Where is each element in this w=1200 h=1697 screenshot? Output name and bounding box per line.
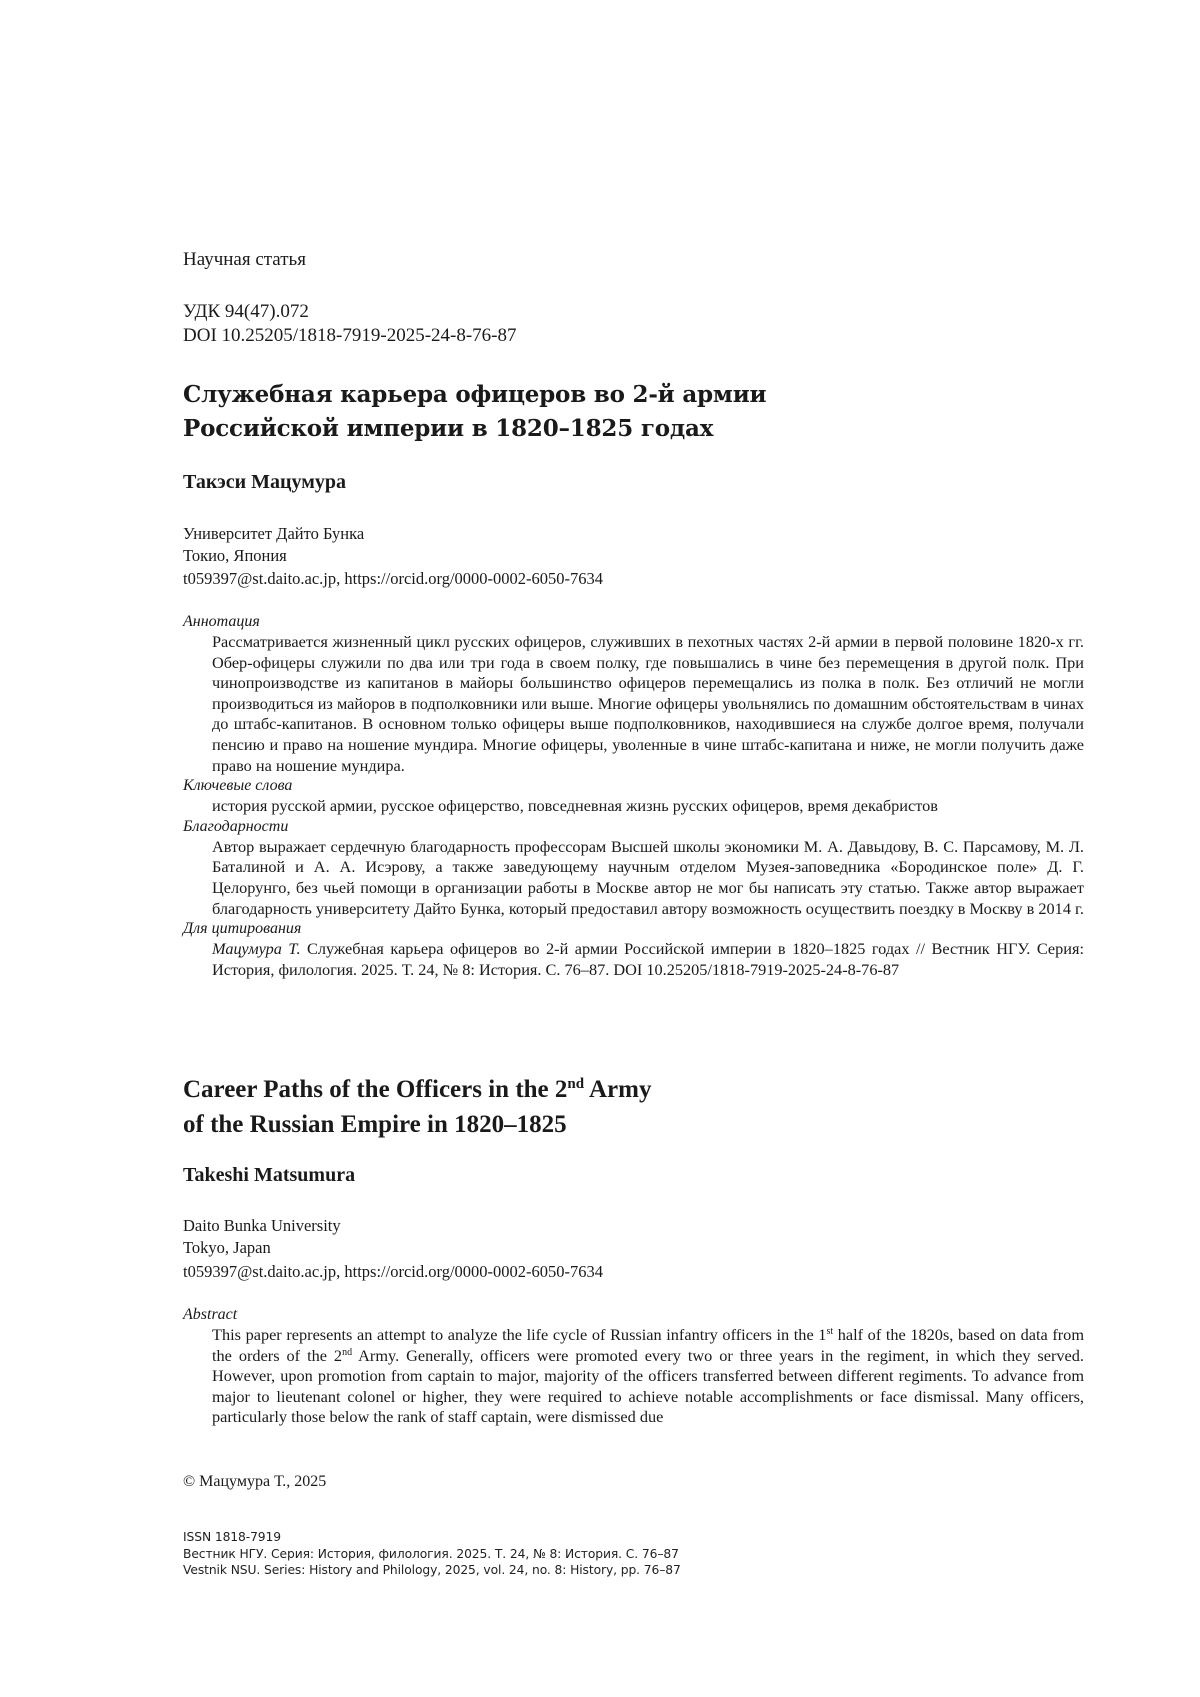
keywords-ru-text: история русской армии, русское офицерство, повседневная жизнь русских офицеров, время декабристов bbox=[212, 796, 938, 816]
cite-ru-author: Мацумура Т. bbox=[212, 939, 301, 959]
footer-citation-ru: Вестник НГУ. Серия: История, филология. 2025. Т. 24, № 8: История. С. 76–87 bbox=[183, 1546, 679, 1561]
abstract-ru-label: Аннотация bbox=[183, 613, 260, 630]
cite-ru-text bbox=[212, 939, 1084, 980]
doi: DOI 10.25205/1818-7919-2025-24-8-76-87 bbox=[183, 325, 517, 346]
affiliation-en-university: Daito Bunka University bbox=[183, 1216, 341, 1235]
title-ru-line1: Служебная карьера офицеров во 2-й армии bbox=[183, 381, 767, 408]
abstract-en-sup2: nd bbox=[342, 1346, 353, 1358]
affiliation-ru bbox=[183, 523, 364, 567]
en-metadata-blocks bbox=[183, 1305, 1084, 1428]
title-en-line1-part-a: Career Paths of the Officers in the 2 bbox=[183, 1076, 568, 1103]
udk-code: УДК 94(47).072 bbox=[183, 301, 309, 322]
contact-en: t059397@st.daito.ac.jp, https://orcid.org/0000-0002-6050-7634 bbox=[183, 1262, 604, 1281]
title-en-line1-part-b: Army bbox=[584, 1076, 652, 1103]
abstract-en-part2: half of the 1820s, based on data from the orders of the 2 bbox=[212, 1325, 1084, 1365]
footer-issn: ISSN 1818-7919 bbox=[183, 1530, 281, 1544]
article-type: Научная статья bbox=[183, 249, 306, 270]
author-en: Takeshi Matsumura bbox=[183, 1164, 356, 1186]
copyright: © Мацумура Т., 2025 bbox=[183, 1473, 327, 1490]
ru-metadata-blocks bbox=[183, 612, 1084, 980]
title-ru-line2: Российской империи в 1820–1825 годах bbox=[183, 415, 714, 442]
keywords-ru-label: Ключевые слова bbox=[183, 777, 293, 795]
title-ru bbox=[183, 378, 766, 446]
title-en-line2: of the Russian Empire in 1820–1825 bbox=[183, 1111, 567, 1138]
footer-citation-en: Vestnik NSU. Series: History and Philology, 2025, vol. 24, no. 8: History, pp. 76–87 bbox=[183, 1563, 681, 1577]
abstract-ru-text: Рассматривается жизненный цикл русских офицеров, служивших в пехотных частях 2-й армии в первой половине 1820-х гг. Обер-офицеры служили по два или три года в своем полку, где повышались в чине без перемещения в другой полк. При чинопроизводстве из капитанов в майоры большинство офицеров перемещались из полка в полк. Без отличий не могли производиться из майоров в подполковники или выше. Многие офицеры увольнялись по домашним обстоятельствам в чинах до штабс-капитанов. В основном только офицеры выше подполковников, находившиеся на службе долгое время, получали пенсию и право на ношение мундира. Многие офицеры, уволенные в чине штабс-капитана и ниже, не могли получить даже право на ношение мундира. bbox=[212, 632, 1084, 775]
title-en bbox=[183, 1072, 651, 1142]
contact-ru: t059397@st.daito.ac.jp, https://orcid.org/0000-0002-6050-7634 bbox=[183, 569, 604, 588]
cite-ru-body: Служебная карьера офицеров во 2-й армии Российской империи в 1820–1825 годах // Вестник НГУ. Серия: История, филология. 2025. Т. 24, № 8: История. С. 76–87. DOI 10.25205/1818-7919-2025-24-8-76-87 bbox=[212, 939, 1084, 979]
thanks-ru-label: Благодарности bbox=[183, 817, 289, 835]
title-en-line1-sup: nd bbox=[567, 1076, 585, 1092]
abstract-en-label: Abstract bbox=[183, 1306, 238, 1323]
thanks-ru-text: Автор выражает сердечную благодарность профессорам Высшей школы экономики М. А. Давыдову, В. С. Парсамову, М. Л. Баталиной и А. А. Исэрову, а также заведующему научным отделом Музея-заповедника «Бородинское поле» Д. Г. Целорунго, без чьей помощи в организации работы в Москве автор не мог бы написать эту статью. Также автор выражает благодарность университету Дайто Бунка, который предоставил автору возможность осуществить поездку в Москву в 2014 г. bbox=[212, 836, 1084, 918]
journal-footer bbox=[183, 1529, 681, 1579]
abstract-en-sup1: st bbox=[826, 1326, 834, 1337]
abstract-en-text bbox=[212, 1325, 1084, 1428]
abstract-en-part3: Army. Generally, officers were promoted every two or three years in the regiment, in which they served. However, upon promotion from captain to major, majority of the officers transferred between different regiments. To advance from major to lieutenant colonel or higher, they were required to achieve notable accomplishments or face dismissal. Many officers, particularly those below the rank of staff captain, were dismissed due bbox=[212, 1345, 1084, 1427]
abstract-en-part1: This paper represents an attempt to analyze the life cycle of Russian infantry officers in the 1 bbox=[212, 1325, 827, 1344]
author-ru: Такэси Мацумура bbox=[183, 471, 347, 493]
affiliation-ru-location: Токио, Япония bbox=[183, 546, 287, 565]
cite-ru-label: Для цитирования bbox=[183, 920, 302, 938]
affiliation-en bbox=[183, 1215, 341, 1259]
title-en-line1 bbox=[183, 1072, 651, 1107]
affiliation-ru-university: Университет Дайто Бунка bbox=[183, 524, 365, 543]
affiliation-en-location: Tokyo, Japan bbox=[183, 1238, 271, 1257]
